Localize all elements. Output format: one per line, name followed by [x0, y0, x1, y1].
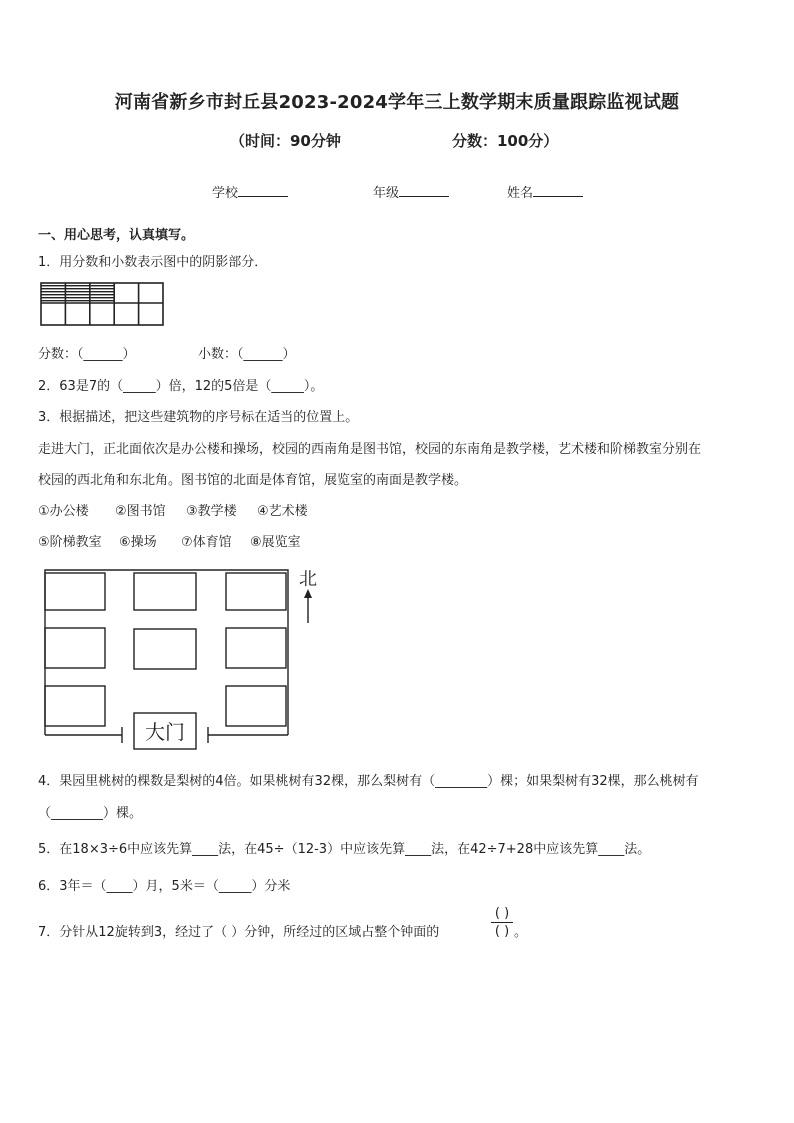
school-field — [212, 182, 288, 201]
school-map — [40, 565, 330, 751]
shaded-cell — [41, 283, 65, 303]
school-blank — [238, 182, 288, 197]
q1-decimal-answer: 小数：（______） — [198, 347, 296, 362]
q3-option-5: ⑤阶梯教室 — [38, 535, 102, 550]
building-southeast — [226, 686, 286, 726]
q3-option-7: ⑦体育馆 — [181, 535, 232, 550]
grade-field — [373, 182, 449, 201]
q3-option-1: ①办公楼 — [38, 504, 89, 519]
campus-boundary — [45, 570, 288, 735]
building-east — [226, 628, 286, 668]
q3-option-8: ⑧展览室 — [250, 535, 301, 550]
name-blank — [533, 182, 583, 197]
grade-label: 年级 — [373, 186, 400, 201]
school-label: 学校 — [212, 186, 239, 201]
q1-text: 1．用分数和小数表示图中的阴影部分． — [38, 255, 268, 270]
exam-title: 河南省新乡市封丘县2023-2024学年三上数学期末质量跟踪监视试题 — [114, 92, 680, 113]
q2-text: 2．63是7的（_____）倍，12的5倍是（_____）。 — [38, 379, 324, 394]
q1-fraction-answer: 分数：（______） — [38, 347, 136, 362]
q7-text: 7．分针从12旋转到3，经过了（ ）分钟，所经过的区域占整个钟面的 — [38, 925, 440, 940]
q4-line2: （________）棵。 — [38, 806, 143, 821]
gate-label: 大门 — [145, 720, 185, 744]
building-north — [134, 573, 196, 610]
q3-option-6: ⑥操场 — [119, 535, 157, 550]
q3-desc-line2: 校园的西北角和东北角。图书馆的北面是体育馆，展览室的南面是教学楼。 — [38, 473, 468, 488]
q7-numerator: ( ) — [494, 906, 510, 921]
building-west — [45, 628, 105, 668]
name-field — [507, 182, 583, 201]
q3-desc-line1: 走进大门，正北面依次是办公楼和操场，校园的西南角是图书馆，校园的东南角是教学楼，艺术楼和阶梯教室分别在 — [38, 442, 702, 457]
exam-score: 分数：100分） — [452, 132, 559, 150]
q7-fraction — [491, 906, 513, 939]
building-center — [134, 629, 196, 669]
grade-blank — [399, 182, 449, 197]
section-heading: 一、用心思考，认真填写。 — [38, 228, 195, 243]
q5-text: 5．在18×3÷6中应该先算____法，在45÷（12-3）中应该先算____法，在42÷7+28中应该先算____法。 — [38, 842, 651, 857]
fraction-bar — [491, 922, 513, 923]
shaded-cell — [90, 283, 114, 303]
q3-option-2: ②图书馆 — [115, 504, 166, 519]
building-northeast — [226, 573, 286, 610]
shaded-cell — [65, 283, 89, 303]
building-southwest — [45, 686, 105, 726]
q4-line1: 4．果园里桃树的棵数是梨树的4倍。如果桃树有32棵，那么梨树有（________）棵；如果梨树有32棵，那么桃树有 — [38, 774, 699, 789]
q3-option-4: ④艺术楼 — [257, 504, 308, 519]
name-label: 姓名 — [507, 186, 534, 201]
exam-time: （时间：90分钟 — [230, 132, 341, 150]
north-label: 北 — [299, 569, 317, 590]
q3-option-3: ③教学楼 — [186, 504, 237, 519]
q7-denominator: ( ) — [494, 924, 510, 939]
north-arrowhead-icon — [304, 589, 312, 598]
q7-end: 。 — [514, 925, 528, 940]
q6-text: 6．3年＝（____）月，5米＝（_____）分米 — [38, 879, 291, 894]
q3-text: 3．根据描述，把这些建筑物的序号标在适当的位置上。 — [38, 410, 359, 425]
building-northwest — [45, 573, 105, 610]
q1-grid-figure — [40, 282, 164, 326]
